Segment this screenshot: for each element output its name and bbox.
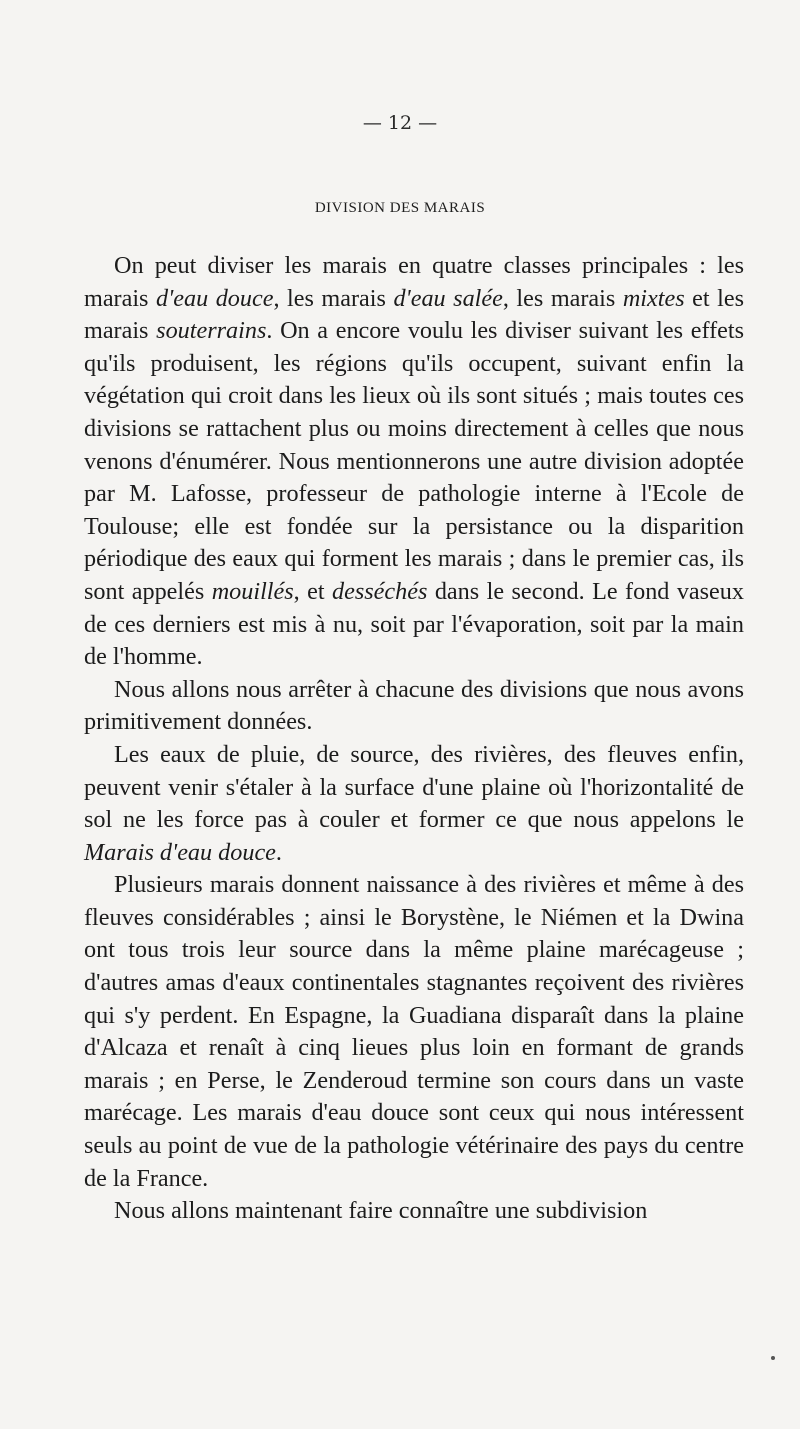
- italic-term: d'eau salée: [393, 284, 503, 312]
- text-run: dans le second. Le fond vaseux de ces derniers est mis à nu, soit par l'évaporation, soit par la main de l'homme.: [84, 577, 744, 671]
- text-run: , les marais: [502, 284, 623, 312]
- text-run: , et: [293, 577, 333, 605]
- text-run: On peut diviser les marais en quatre classes principales : les marais: [84, 252, 744, 312]
- text-run: . On a encore voulu les diviser suivant les effets qu'ils produisent, les régions qu'ils occupent, suivant enfin la végétation qui croit dans les lieux où ils sont situés ; mais toutes ces divisions se rattachent plus ou moins directement à celles que nous venons d'énumérer. Nous mentionnerons une autre division adoptée par M. Lafosse, professeur de pathologie interne à l'Ecole de Toulouse; elle est fondée sur la persistance ou la disparition périodique des eaux qui forment les marais ; dans le premier cas, ils sont appelés: [84, 317, 744, 605]
- text-run: Les eaux de pluie, de source, des rivières, des fleuves enfin, peuvent venir s'étaler à la surface d'une plaine où l'horizontalité de sol ne les force pas à couler et former ce que nous appelons le: [84, 740, 744, 834]
- text-run: .: [275, 838, 282, 866]
- section-title: DIVISION DES MARAIS: [314, 200, 486, 216]
- italic-term: desséchés: [332, 577, 428, 605]
- paragraph: [84, 869, 744, 1195]
- paragraph: [84, 250, 744, 674]
- text-run: , les marais: [273, 284, 394, 312]
- italic-term: souterrains: [156, 317, 267, 345]
- text-run: et les marais: [84, 284, 744, 345]
- italic-term: d'eau douce: [156, 284, 274, 312]
- paragraph: [84, 739, 744, 869]
- ink-speck: [771, 1356, 775, 1360]
- text-run: Plusieurs marais donnent naissance à des rivières et même à des fleuves considérables ; ainsi le Borystène, le Niémen et la Dwina ont tous trois leur source dans la même plaine marécageuse ; d'autres amas d'eaux continentales stagnantes reçoivent des rivières qui s'y perdent. En Espagne, la Guadiana disparaît dans la plaine d'Alcaza et renaît à cinq lieues plus loin en formant de grands marais ; en Perse, le Zenderoud termine son cours dans un vaste marécage. Les marais d'eau douce sont ceux qui nous intéressent seuls au point de vue de la pathologie vétérinaire des pays du centre de la France.: [84, 871, 744, 1192]
- italic-term: mixtes: [622, 284, 685, 312]
- text-run: Nous allons maintenant faire connaître une subdivision: [114, 1197, 648, 1225]
- show-through-line: [420, 165, 425, 188]
- paragraph: [84, 1195, 744, 1228]
- text-run: Nous allons nous arrêter à chacune des divisions que nous avons primitivement données.: [84, 675, 744, 736]
- paragraph: [84, 674, 744, 739]
- body-text: [84, 250, 744, 1228]
- italic-term: mouillés: [211, 577, 294, 605]
- italic-term: Marais d'eau douce: [84, 838, 276, 866]
- page-number: — 12 —: [362, 112, 438, 134]
